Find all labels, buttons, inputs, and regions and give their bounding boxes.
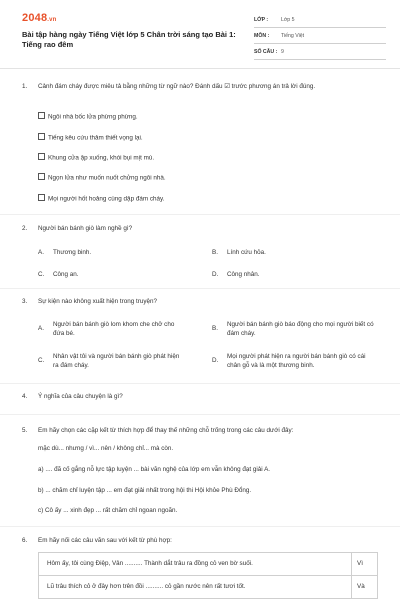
question-text: Em hãy nối các câu văn sau với kết từ phù hợp: (38, 537, 172, 544)
divider (0, 526, 400, 527)
checkbox-icon[interactable] (38, 173, 45, 180)
option-letter: A. (38, 325, 44, 332)
checkbox-icon[interactable] (38, 194, 45, 201)
option-letter: D. (212, 357, 219, 364)
question-text: Cảnh đám cháy được miêu tả bằng những từ ngữ nào? Đánh dấu ☑ trước phương án trả lời đúng. (38, 83, 316, 90)
question-text: Sự kiện nào không xuất hiện trong truyện? (38, 298, 158, 305)
option-text: Người bán bánh giò báo động cho mọi người biết có đám cháy. (227, 321, 374, 337)
fill-line-a: a) .... đã cố gắng nỗ lực tập luyện ... bài văn nghệ của lớp em vẫn không đạt giải A. (38, 466, 271, 473)
option-text: Lính cứu hỏa. (227, 249, 266, 256)
meta-row-subject (254, 28, 386, 44)
option-letter: C. (38, 357, 45, 364)
divider (0, 383, 400, 384)
divider (0, 214, 400, 215)
q1-option[interactable] (38, 194, 164, 203)
checkbox-icon[interactable] (38, 153, 45, 160)
checkbox-icon[interactable] (38, 133, 45, 140)
option-text: Thương binh. (53, 249, 92, 256)
q1-option[interactable] (38, 133, 143, 142)
meta-row-class (254, 12, 386, 28)
question-number: 3. (22, 298, 28, 305)
question-number: 2. (22, 225, 28, 232)
divider (0, 414, 400, 415)
header (22, 10, 384, 68)
header-divider (0, 68, 400, 69)
question-number: 1. (22, 83, 28, 90)
sentence-cell: Lũ trâu thích cỏ ở đây hơn trên đồi .......... cỏ gần nước nên rất tươi tốt. (47, 583, 246, 590)
site-logo[interactable] (22, 12, 57, 24)
meta-row-count (254, 44, 386, 60)
q1-option[interactable] (38, 173, 166, 182)
divider (0, 288, 400, 289)
checkbox-icon[interactable] (38, 112, 45, 119)
option-letter: C. (38, 271, 45, 278)
question-text: Em hãy chọn các cặp kết từ thích hợp để thay thế những chỗ trống trong các câu dưới đây: (38, 427, 294, 434)
meta-panel (254, 12, 386, 60)
option-label: Ngọn lửa như muốn nuốt chửng ngôi nhà. (48, 174, 166, 182)
column-divider (351, 553, 352, 575)
question-number: 5. (22, 427, 28, 434)
meta-key: LỚP : (254, 17, 269, 23)
fill-line-b: b) ... chăm chỉ luyện tập ... em đạt giải nhất trong hội thi Hội khỏe Phù Đổng. (38, 487, 252, 494)
option-letter: B. (212, 249, 218, 256)
table-row (39, 576, 377, 598)
option-text: Công nhân. (227, 271, 260, 278)
table-row (39, 553, 377, 576)
connector-cell[interactable]: Và (357, 583, 365, 590)
option-label: Khung cửa ập xuống, khói bụi mịt mù. (48, 154, 155, 162)
option-letter: B. (212, 325, 218, 332)
option-letter: A. (38, 249, 44, 256)
connector-cell[interactable]: Vì (357, 560, 363, 567)
option-text: Nhân vật tôi và người bán bánh giò phát hiện ra đám cháy. (53, 353, 180, 369)
option-text: Mọi người phát hiện ra người bán bánh giò có cái chân gỗ và là một thương binh. (227, 353, 366, 369)
page-title: Bài tập hàng ngày Tiếng Việt lớp 5 Chân trời sáng tạo Bài 1: Tiếng rao đêm (22, 30, 236, 49)
option-letter: D. (212, 271, 219, 278)
q1-option[interactable] (38, 153, 154, 162)
question-text: Ý nghĩa của câu chuyện là gì? (38, 393, 123, 400)
matching-table (38, 552, 378, 599)
sentence-cell: Hôm ấy, tôi cùng Điệp, Vân .......... Thành dắt trâu ra đồng cỏ ven bờ suối. (47, 560, 253, 567)
meta-value: 9 (281, 49, 284, 55)
word-hint: mặc dù... nhưng / vì... nên / không chỉ... mà còn. (38, 445, 174, 452)
fill-line-c: c) Cô ấy ... xinh đẹp ... rất chăm chỉ ngoan ngoãn. (38, 507, 178, 514)
question-number: 6. (22, 537, 28, 544)
meta-value: Lớp 5 (281, 17, 295, 23)
option-text: Công an. (53, 271, 79, 278)
meta-value: Tiếng Việt (281, 33, 305, 39)
option-label: Ngôi nhà bốc lửa phừng phừng. (48, 113, 138, 121)
meta-key: SỐ CÂU : (254, 49, 278, 55)
logo-suffix: .vn (47, 17, 57, 23)
q1-option[interactable] (38, 112, 138, 121)
option-label: Tiếng kêu cứu thảm thiết vọng lại. (48, 134, 143, 142)
question-number: 4. (22, 393, 28, 400)
option-label: Mọi người hốt hoảng cùng dập đám cháy. (48, 195, 165, 203)
meta-key: MÔN : (254, 33, 270, 39)
logo-text: 2048 (22, 12, 48, 24)
option-text: Người bán bánh giò lom khom che chở cho đứa bé. (53, 321, 175, 337)
question-text: Người bán bánh giò làm nghề gì? (38, 225, 133, 232)
column-divider (351, 576, 352, 598)
